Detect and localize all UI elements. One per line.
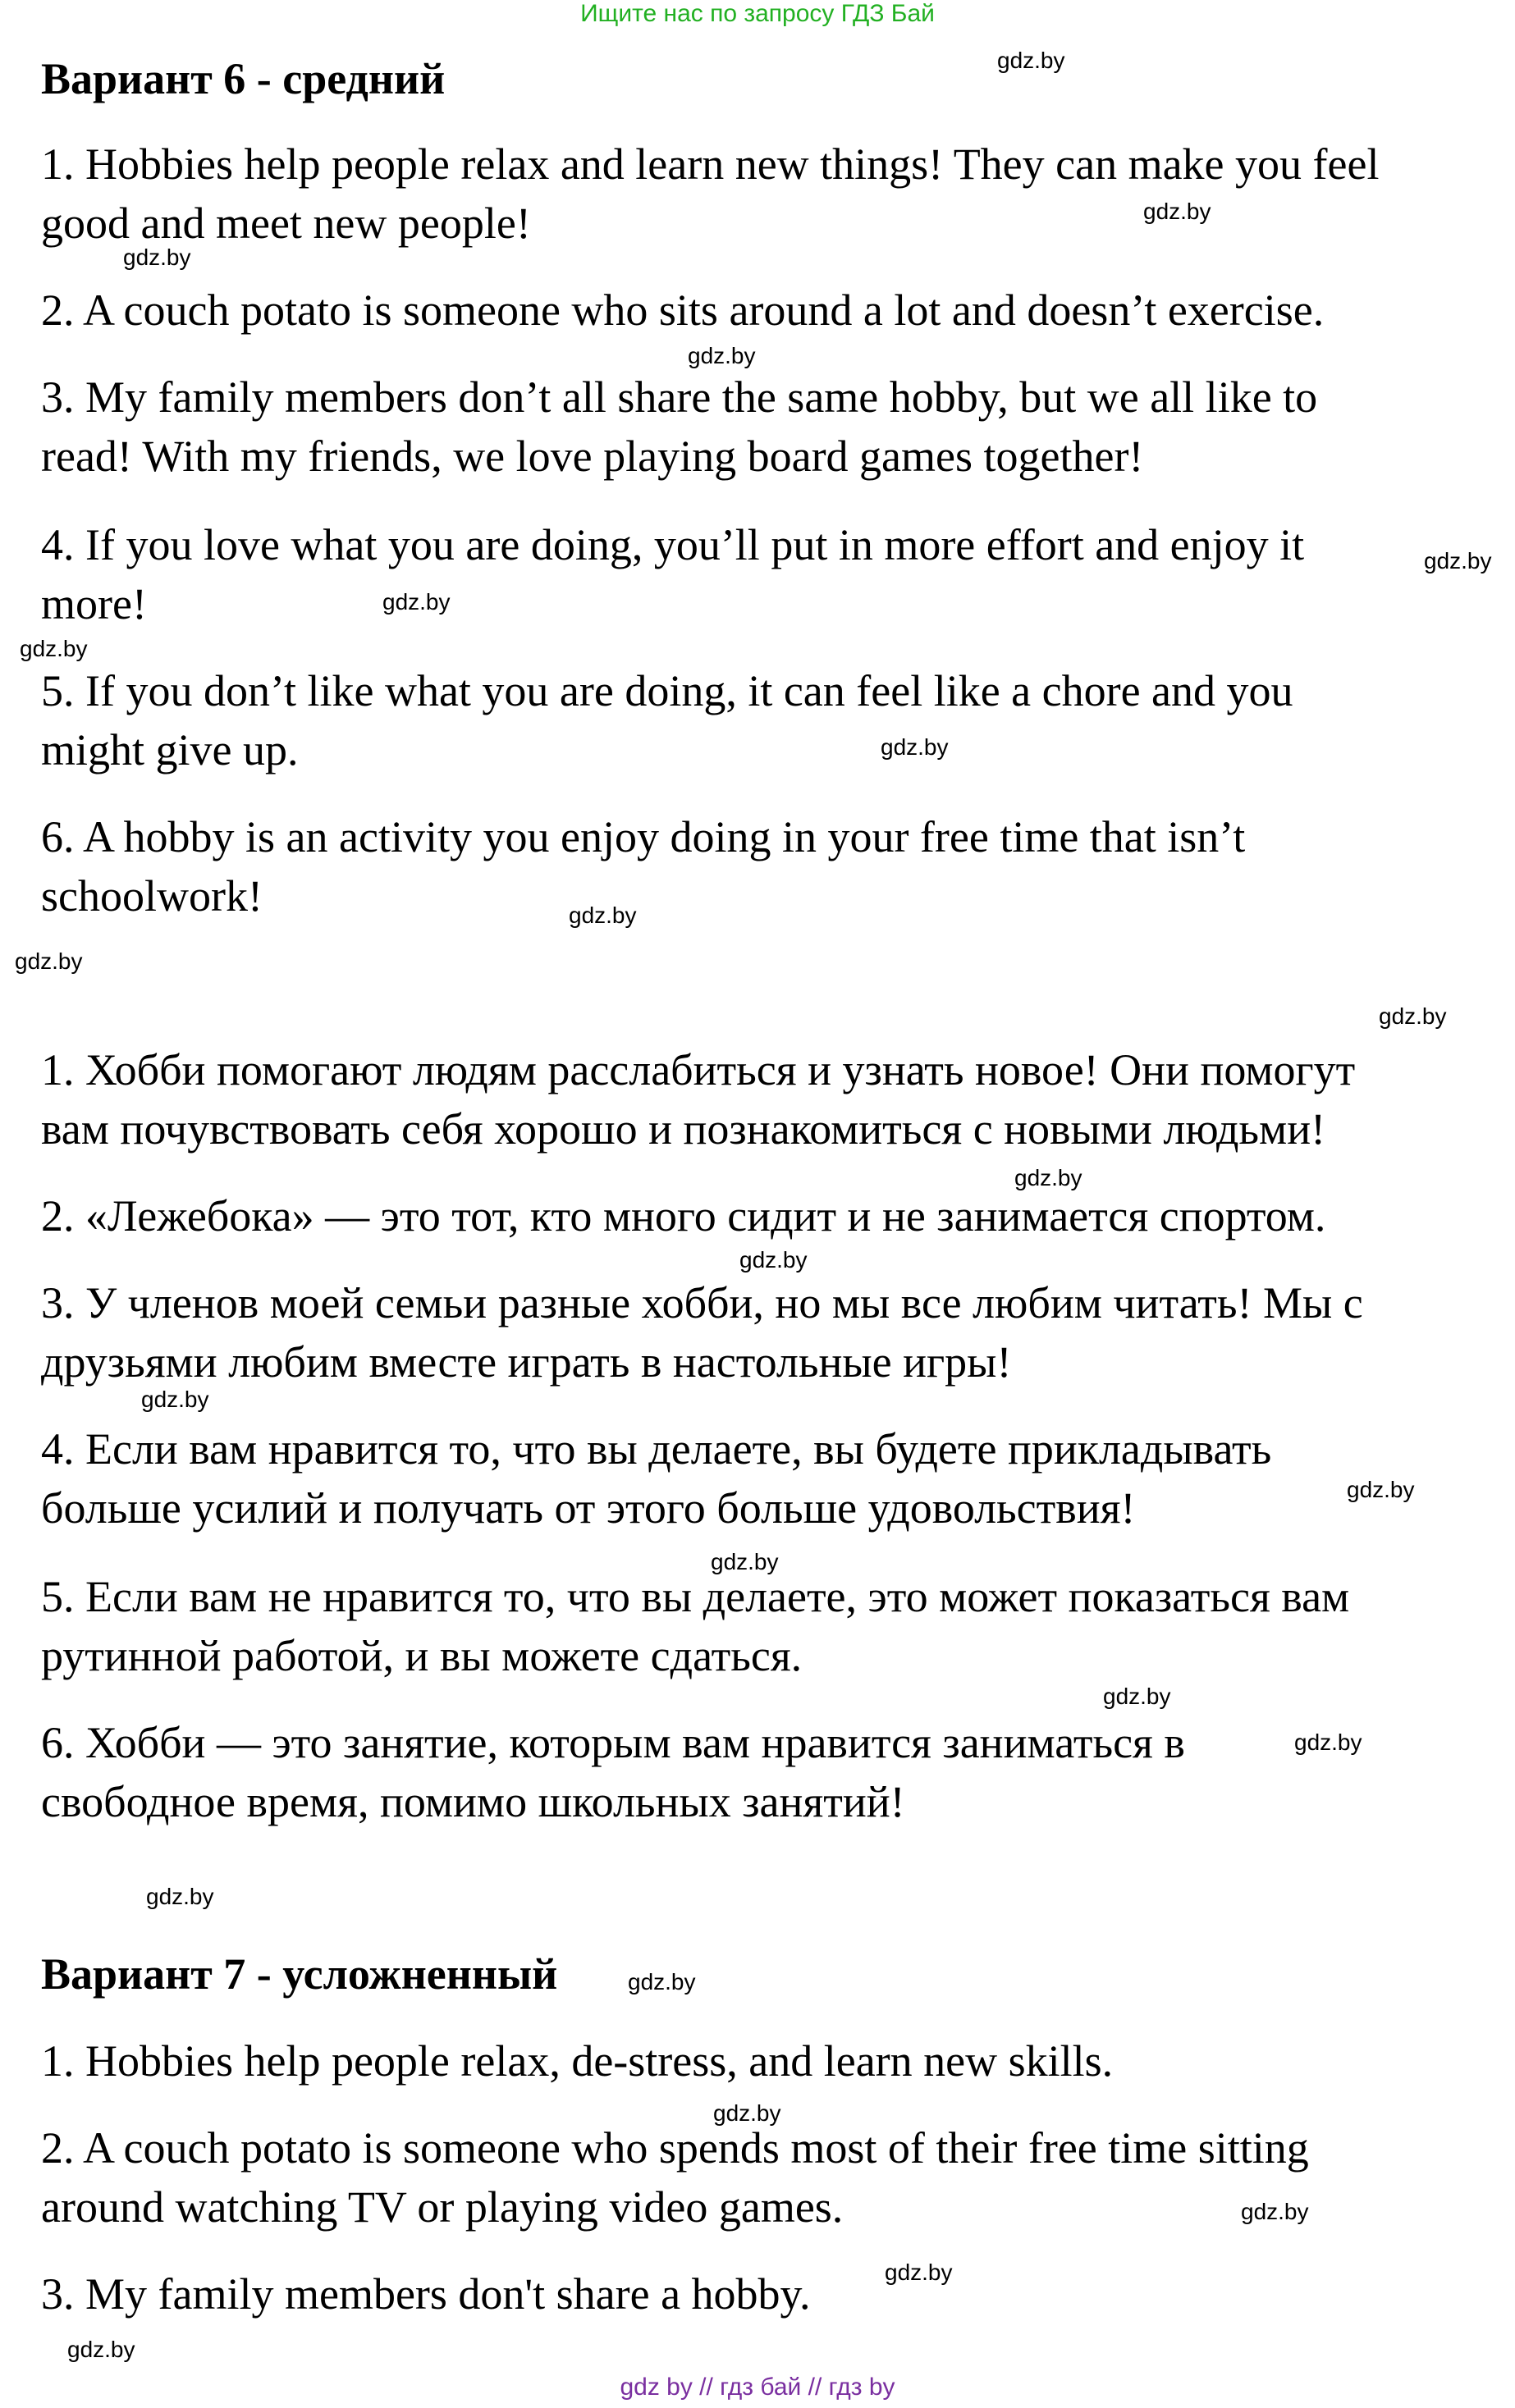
watermark: gdz.by xyxy=(997,48,1065,73)
answer-ru-6-1 xyxy=(41,1040,1485,1158)
watermark: gdz.by xyxy=(1347,1477,1415,1502)
line: 4. Если вам нравится то, что вы делаете, вы будете прикладывать xyxy=(41,1424,1272,1474)
line: 2. «Лежебока» — это тот, кто много сидит и не занимается спортом. xyxy=(41,1191,1326,1241)
line: schoolwork! xyxy=(41,871,263,921)
watermark: gdz.by xyxy=(739,1247,808,1273)
footer-links: gdz by // гдз бай // гдз by xyxy=(620,2374,895,2401)
line: good and meet new people! xyxy=(41,199,531,248)
answer-en-6-5 xyxy=(41,661,1485,779)
line: вам почувствовать себя хорошо и познакомиться с новыми людьми! xyxy=(41,1104,1326,1154)
line: around watching TV or playing video games. xyxy=(41,2182,844,2232)
answer-ru-6-6 xyxy=(41,1713,1485,1831)
answer-en-6-3 xyxy=(41,368,1485,486)
watermark: gdz.by xyxy=(1241,2199,1309,2224)
watermark: gdz.by xyxy=(141,1387,209,1412)
watermark: gdz.by xyxy=(67,2337,135,2362)
line: 1. Хобби помогают людям расслабиться и узнать новое! Они помогут xyxy=(41,1045,1356,1094)
watermark: gdz.by xyxy=(628,1969,696,1994)
watermark: gdz.by xyxy=(1294,1729,1362,1755)
answer-ru-6-4 xyxy=(41,1419,1485,1538)
line: больше усилий и получать от этого больше удовольствия! xyxy=(41,1483,1136,1533)
line: 2. A couch potato is someone who spends most of their free time sitting xyxy=(41,2123,1309,2173)
watermark: gdz.by xyxy=(885,2259,953,2285)
line: друзьями любим вместе играть в настольные игры! xyxy=(41,1337,1012,1387)
answer-ru-6-5 xyxy=(41,1567,1485,1685)
watermark: gdz.by xyxy=(711,1549,779,1574)
line: 4. If you love what you are doing, you’ll put in more effort and enjoy it xyxy=(41,520,1305,569)
answer-en-6-1 xyxy=(41,135,1485,253)
answer-en-6-2 xyxy=(41,281,1485,340)
line: read! With my friends, we love playing board games together! xyxy=(41,432,1144,481)
line: 3. My family members don’t all share the same hobby, but we all like to xyxy=(41,372,1318,422)
watermark: gdz.by xyxy=(1103,1684,1171,1709)
line: 2. A couch potato is someone who sits around a lot and doesn’t exercise. xyxy=(41,286,1325,335)
line: свободное время, помимо школьных занятий! xyxy=(41,1777,905,1826)
watermark: gdz.by xyxy=(1379,1003,1447,1029)
line: 6. A hobby is an activity you enjoy doing in your free time that isn’t xyxy=(41,812,1246,861)
answer-en-6-4 xyxy=(41,515,1485,633)
answer-ru-6-2 xyxy=(41,1186,1485,1245)
watermark: gdz.by xyxy=(569,902,637,928)
watermark: gdz.by xyxy=(123,244,191,270)
top-banner: Ищите нас по запросу ГДЗ Бай xyxy=(580,0,935,27)
watermark: gdz.by xyxy=(688,343,756,368)
watermark: gdz.by xyxy=(881,734,949,760)
watermark: gdz.by xyxy=(382,589,451,615)
line: 3. My family members don't share a hobby. xyxy=(41,2269,811,2319)
watermark: gdz.by xyxy=(20,636,88,661)
answer-ru-6-3 xyxy=(41,1273,1485,1391)
line: рутинной работой, и вы можете сдаться. xyxy=(41,1631,803,1680)
answer-en-7-1 xyxy=(41,2031,1485,2090)
watermark: gdz.by xyxy=(1143,199,1211,224)
watermark: gdz.by xyxy=(713,2100,781,2126)
answer-en-7-3 xyxy=(41,2264,1485,2323)
section-7-heading: Вариант 7 - усложненный xyxy=(41,1949,558,1999)
watermark: gdz.by xyxy=(15,948,83,974)
line: 1. Hobbies help people relax and learn new things! They can make you feel xyxy=(41,139,1380,189)
line: 5. If you don’t like what you are doing, it can feel like a chore and you xyxy=(41,666,1293,715)
section-6-heading: Вариант 6 - средний xyxy=(41,54,446,103)
watermark: gdz.by xyxy=(1424,548,1492,573)
line: more! xyxy=(41,579,147,628)
answer-en-6-6 xyxy=(41,807,1485,925)
watermark: gdz.by xyxy=(146,1884,214,1909)
line: 5. Если вам не нравится то, что вы делаете, это может показаться вам xyxy=(41,1572,1350,1621)
line: 1. Hobbies help people relax, de-stress, and learn new skills. xyxy=(41,2036,1114,2086)
line: 6. Хобби — это занятие, которым вам нравится заниматься в xyxy=(41,1718,1185,1767)
line: 3. У членов моей семьи разные хобби, но мы все любим читать! Мы с xyxy=(41,1278,1363,1327)
line: might give up. xyxy=(41,725,299,774)
watermark: gdz.by xyxy=(1014,1165,1082,1190)
